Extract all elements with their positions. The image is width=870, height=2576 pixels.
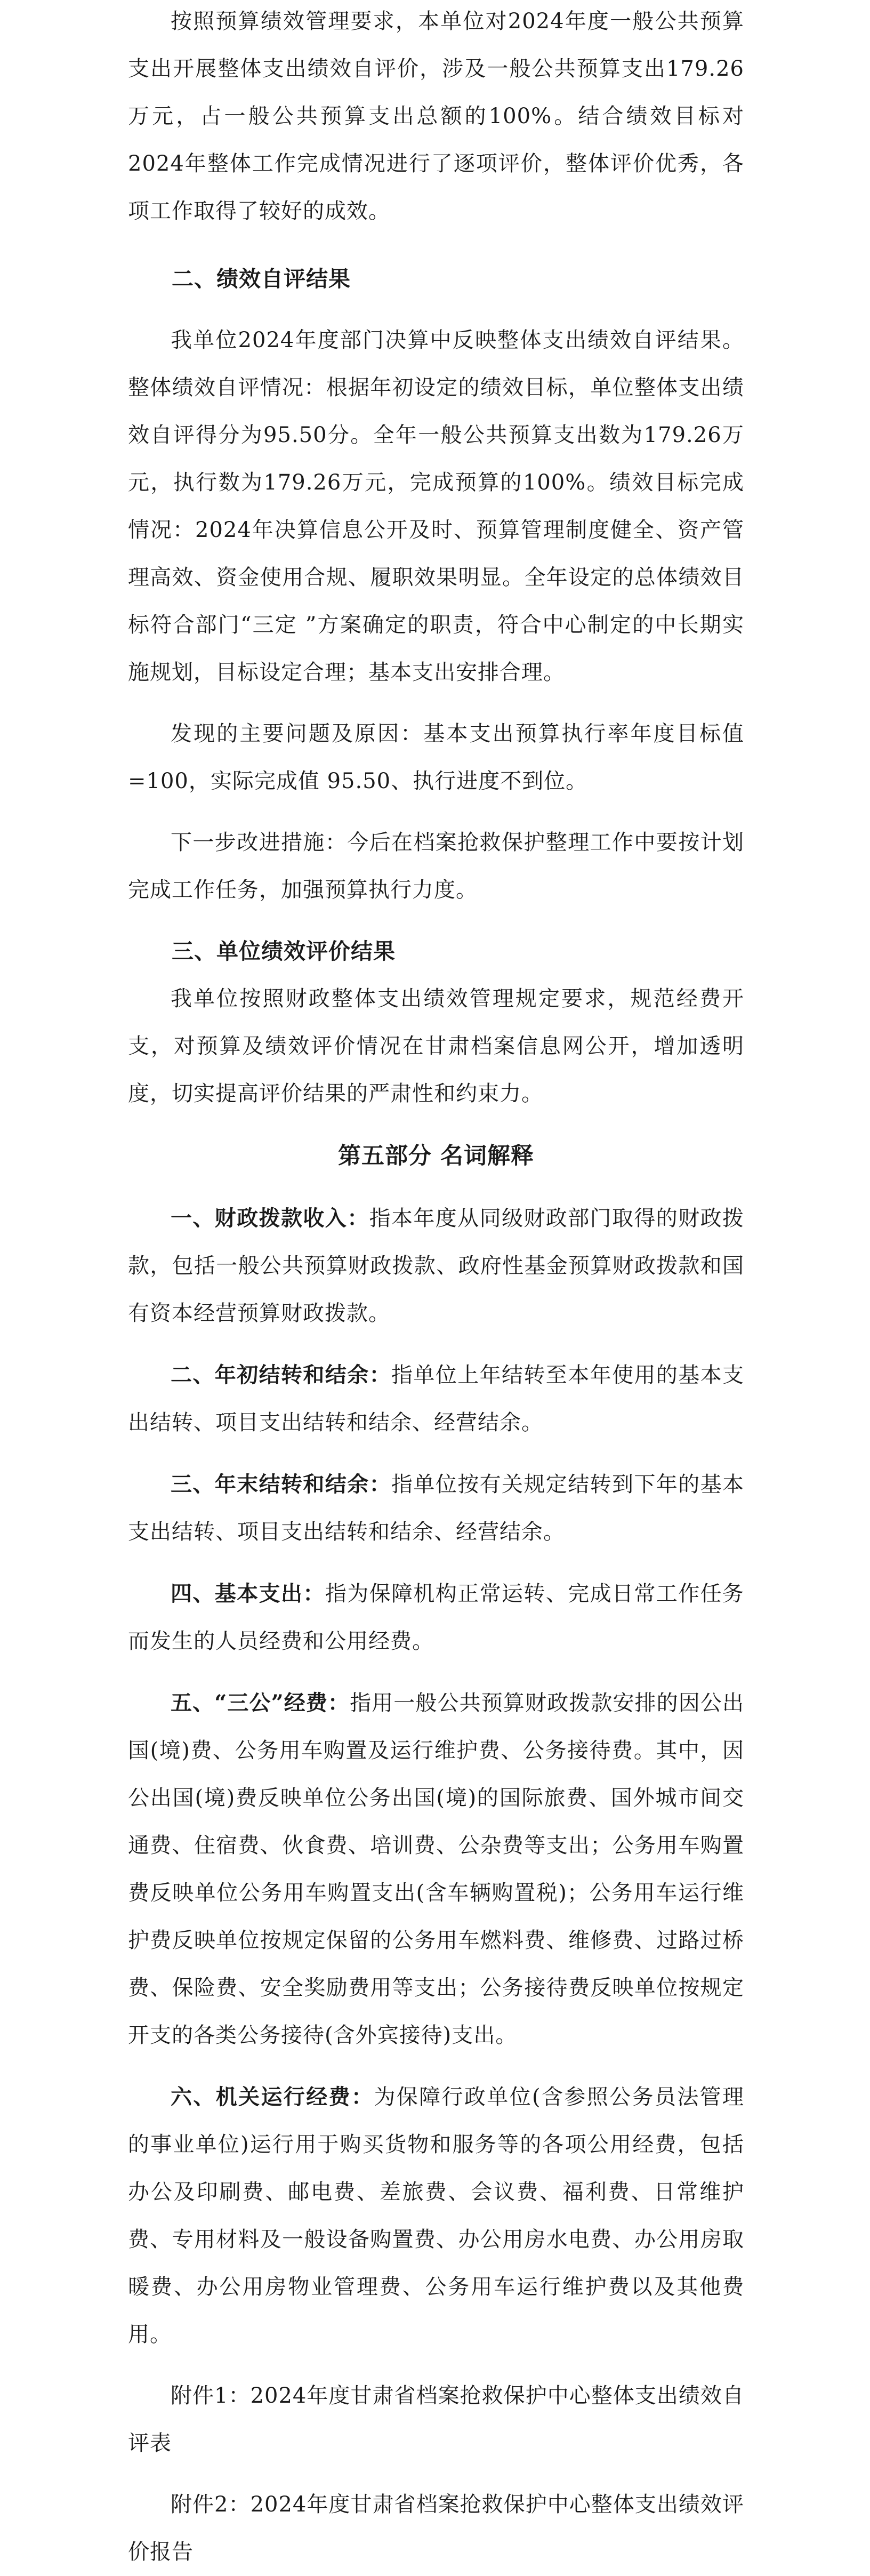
section2-heading: 二、绩效自评结果 xyxy=(172,266,351,292)
section2-paragraph-3: 下一步改进措施：今后在档案抢救保护整理工作中要按计划完成工作任务，加强预算执行力度。 xyxy=(128,830,744,902)
term-item xyxy=(128,1570,744,1665)
document-body xyxy=(128,0,744,2576)
attachment-2: 附件2：2024年度甘肃省档案抢救保护中心整体支出绩效评价报告 xyxy=(128,2492,744,2564)
section2-paragraph-1: 我单位2024年度部门决算中反映整体支出绩效自评结果。整体绩效自评情况：根据年初设定的绩效目标，单位整体支出绩效自评得分为95.50分。全年一般公共预算支出数为179.26万元，执行数为179.26万元，完成预算的100%。绩效目标完成情况：2024年决算信息公开及时、预算管理制度健全、资产管理高效、资金使用合规、履职效果明显。全年设定的总体绩效目标符合部门“三定 ”方案确定的职责，符合中心制定的中长期实施规划，目标设定合理；基本支出安排合理。 xyxy=(128,328,744,685)
term-label: 六、机关运行经费： xyxy=(171,2084,374,2109)
term-definition: 指用一般公共预算财政拨款安排的因公出国(境)费、公务用车购置及运行维护费、公务接待费。其中，因公出国(境)费反映单位公务出国(境)的国际旅费、国外城市间交通费、住宿费、伙食费、培训费、公杂费等支出；公务用车购置费反映单位公务用车购置支出(含车辆购置税)；公务用车运行维护费反映单位按规定保留的公务用车燃料费、维修费、过路过桥费、保险费、安全奖励费用等支出；公务接待费反映单位按规定开支的各类公务接待(含外宾接待)支出。 xyxy=(128,1691,745,2048)
part5-title: 第五部分 名词解释 xyxy=(338,1143,534,1169)
intro-paragraph: 按照预算绩效管理要求，本单位对2024年度一般公共预算支出开展整体支出绩效自评价，涉及一般公共预算支出179.26万元，占一般公共预算支出总额的100%。结合绩效目标对2024年整体工作完成情况进行了逐项评价，整体评价优秀，各项工作取得了较好的成效。 xyxy=(128,9,744,223)
term-label: 五、“三公”经费： xyxy=(171,1690,350,1715)
attachment-1: 附件1：2024年度甘肃省档案抢救保护中心整体支出绩效自评表 xyxy=(128,2384,744,2455)
term-item xyxy=(128,2073,744,2358)
term-item xyxy=(128,1194,744,1337)
term-item xyxy=(128,1679,744,2059)
section3-paragraph-1: 我单位按照财政整体支出绩效管理规定要求，规范经费开支，对预算及绩效评价情况在甘肃档案信息网公开，增加透明度，切实提高评价结果的严肃性和约束力。 xyxy=(128,986,744,1106)
term-label: 二、年初结转和结余： xyxy=(171,1362,391,1387)
term-definition: 指单位上年结转至本年使用的基本支出结转、项目支出结转和结余、经营结余。 xyxy=(128,1363,744,1435)
term-label: 四、基本支出： xyxy=(171,1581,325,1606)
term-label: 一、财政拨款收入： xyxy=(171,1206,369,1231)
term-definition: 指为保障机构正常运转、完成日常工作任务而发生的人员经费和公用经费。 xyxy=(128,1582,745,1654)
term-item xyxy=(128,1460,744,1556)
term-item xyxy=(128,1351,744,1447)
term-definition: 指本年度从同级财政部门取得的财政拨款，包括一般公共预算财政拨款、政府性基金预算财政拨款和国有资本经营预算财政拨款。 xyxy=(128,1206,745,1326)
section3-heading: 三、单位绩效评价结果 xyxy=(172,938,396,964)
section2-paragraph-2: 发现的主要问题及原因：基本支出预算执行率年度目标值=100，实际完成值 95.50、执行进度不到位。 xyxy=(128,721,744,793)
term-label: 三、年末结转和结余： xyxy=(171,1472,391,1497)
term-definition: 为保障行政单位(含参照公务员法管理的事业单位)运行用于购买货物和服务等的各项公用经费，包括办公及印刷费、邮电费、差旅费、会议费、福利费、日常维护费、专用材料及一般设备购置费、办公用房水电费、办公用房取暖费、办公用房物业管理费、公务用车运行维护费以及其他费用。 xyxy=(128,2085,745,2347)
term-definition: 指单位按有关规定结转到下年的基本支出结转、项目支出结转和结余、经营结余。 xyxy=(128,1472,744,1544)
